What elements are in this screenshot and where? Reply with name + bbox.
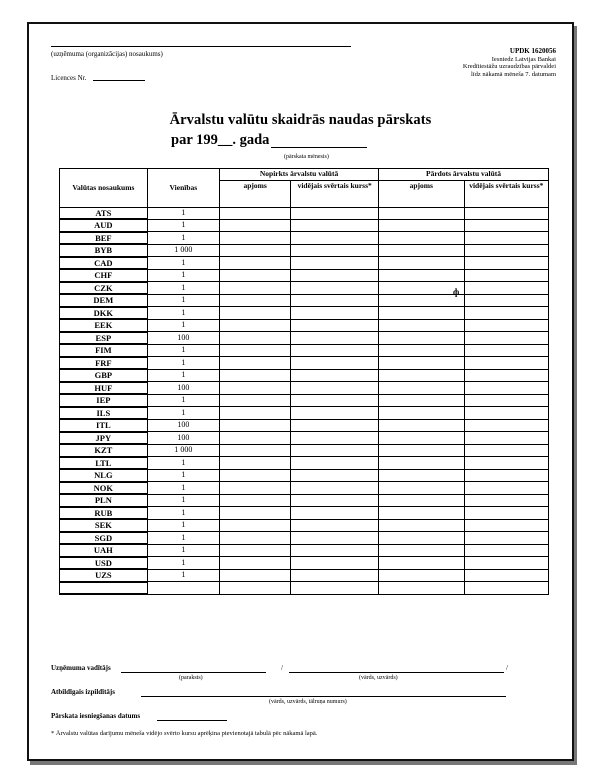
table-row [60,444,549,457]
currency-code: UAH [60,544,148,557]
sold-rate-cell[interactable] [464,232,548,245]
bought-rate-cell[interactable] [291,419,379,432]
sold-amount-cell[interactable] [379,294,465,307]
table-row [60,219,549,232]
currency-code: GBP [60,369,148,382]
sold-rate-cell[interactable] [464,394,548,407]
report-period-line[interactable] [271,147,367,148]
currency-code: ESP [60,332,148,345]
table-row [60,394,549,407]
sold-amount-cell[interactable] [379,319,465,332]
bought-amount-cell[interactable] [220,282,291,295]
table-row [60,469,549,482]
submission-line-1: Iesniedz Latvijas Bankai [491,55,556,63]
currency-code: BYB [60,244,148,257]
table-row [60,569,549,582]
table-row [60,207,549,219]
sold-amount-cell[interactable] [379,257,465,270]
bought-amount-cell[interactable] [220,294,291,307]
bought-amount-cell[interactable] [220,557,291,570]
bought-amount-cell[interactable] [220,494,291,507]
currency-code: ILS [60,407,148,420]
organization-name-line[interactable] [51,46,351,47]
bought-rate-cell[interactable] [291,357,379,370]
bought-amount-cell[interactable] [220,232,291,245]
bought-rate-cell[interactable] [291,569,379,582]
currency-code: CZK [60,282,148,295]
sold-rate-cell[interactable] [464,357,548,370]
bought-rate-cell[interactable] [291,519,379,532]
currency-units: 1 [147,232,219,245]
currency-units: 1 [147,569,219,582]
table-row [60,369,549,382]
sold-amount-cell[interactable] [379,444,465,457]
header-currency: Valūtas nosaukums [60,169,148,208]
currency-code [60,582,148,595]
sold-rate-cell[interactable] [464,419,548,432]
currency-table [59,168,549,595]
table-row [60,544,549,557]
sold-rate-cell[interactable] [464,507,548,520]
sold-rate-cell[interactable] [464,582,548,595]
bought-rate-cell[interactable] [291,394,379,407]
sold-amount-cell[interactable] [379,332,465,345]
currency-units: 1 [147,357,219,370]
sold-rate-cell[interactable] [464,557,548,570]
slash-right: / [506,664,508,672]
bought-amount-cell[interactable] [220,544,291,557]
header-sold-rate: vidējais svērtais kurss* [464,180,548,207]
table-row [60,269,549,282]
sold-rate-cell[interactable] [464,307,548,320]
sold-amount-cell[interactable] [379,269,465,282]
sold-rate-cell[interactable] [464,294,548,307]
table-row [60,419,549,432]
sold-rate-cell[interactable] [464,407,548,420]
table-row [60,232,549,245]
bought-amount-cell[interactable] [220,369,291,382]
currency-code: CAD [60,257,148,270]
table-row [60,307,549,320]
sold-rate-cell[interactable] [464,432,548,445]
bought-amount-cell[interactable] [220,457,291,470]
bought-rate-cell[interactable] [291,369,379,382]
table-row [60,294,549,307]
sold-amount-cell[interactable] [379,357,465,370]
sold-amount-cell[interactable] [379,507,465,520]
currency-code: NOK [60,482,148,495]
responsible-label: Atbildīgais izpildītājs [51,688,115,696]
sold-amount-cell[interactable] [379,494,465,507]
bought-rate-cell[interactable] [291,382,379,395]
sold-rate-cell[interactable] [464,457,548,470]
table-row [60,319,549,332]
currency-units: 1 [147,207,219,219]
header-units: Vienības [147,169,219,208]
bought-rate-cell[interactable] [291,232,379,245]
bought-amount-cell[interactable] [220,507,291,520]
currency-units: 1 [147,257,219,270]
bought-amount-cell[interactable] [220,244,291,257]
currency-code: FRF [60,357,148,370]
currency-units: 1 [147,482,219,495]
currency-units: 1 [147,344,219,357]
bought-amount-cell[interactable] [220,269,291,282]
currency-units: 100 [147,382,219,395]
sold-amount-cell[interactable] [379,569,465,582]
bought-amount-cell[interactable] [220,307,291,320]
bought-rate-cell[interactable] [291,544,379,557]
table-row [60,507,549,520]
header-bought-rate: vidējais svērtais kurss* [291,180,379,207]
currency-units: 1 [147,294,219,307]
sold-amount-cell[interactable] [379,519,465,532]
currency-units [147,582,219,595]
currency-units: 100 [147,419,219,432]
currency-units: 1 [147,307,219,320]
sold-amount-cell[interactable] [379,419,465,432]
sold-amount-cell[interactable] [379,407,465,420]
currency-units: 1 [147,319,219,332]
report-period-caption: (pārskata mēnesis) [284,154,329,160]
sold-amount-cell[interactable] [379,457,465,470]
currency-code: NLG [60,469,148,482]
bought-rate-cell[interactable] [291,332,379,345]
sold-rate-cell[interactable] [464,532,548,545]
currency-units: 1 [147,519,219,532]
bought-amount-cell[interactable] [220,394,291,407]
bought-rate-cell[interactable] [291,582,379,595]
bought-amount-cell[interactable] [220,257,291,270]
bought-amount-cell[interactable] [220,582,291,595]
currency-code: CHF [60,269,148,282]
sold-amount-cell[interactable] [379,482,465,495]
slash-left: / [281,664,283,672]
currency-code: BEF [60,232,148,245]
sold-amount-cell[interactable] [379,344,465,357]
bought-rate-cell[interactable] [291,432,379,445]
sold-amount-cell[interactable] [379,244,465,257]
sold-rate-cell[interactable] [464,369,548,382]
bought-amount-cell[interactable] [220,344,291,357]
submission-line-2: Kredītiestāžu uzraudzības pārvaldei [462,63,556,70]
currency-units: 1 [147,557,219,570]
sold-rate-cell[interactable] [464,469,548,482]
bought-rate-cell[interactable] [291,532,379,545]
table-row [60,357,549,370]
head-signature-caption: (paraksts) [179,675,203,681]
table-row [60,282,549,295]
sold-amount-cell[interactable] [379,307,465,320]
sold-amount-cell[interactable] [379,432,465,445]
currency-units: 1 [147,544,219,557]
currency-units: 1 000 [147,444,219,457]
bought-rate-cell[interactable] [291,282,379,295]
sold-rate-cell[interactable] [464,257,548,270]
sold-rate-cell[interactable] [464,482,548,495]
currency-code: DKK [60,307,148,320]
currency-units: 1 [147,282,219,295]
sold-amount-cell[interactable] [379,219,465,232]
sold-amount-cell[interactable] [379,469,465,482]
currency-units: 100 [147,432,219,445]
bought-amount-cell[interactable] [220,332,291,345]
currency-units: 1 [147,532,219,545]
table-row [60,407,549,420]
currency-code: UZS [60,569,148,582]
sold-rate-cell[interactable] [464,544,548,557]
bought-amount-cell[interactable] [220,319,291,332]
currency-units: 1 [147,469,219,482]
sold-amount-cell[interactable] [379,532,465,545]
table-row [60,344,549,357]
currency-units: 1 [147,507,219,520]
sold-rate-cell[interactable] [464,569,548,582]
currency-code: SGD [60,532,148,545]
currency-units: 1 [147,457,219,470]
currency-code: RUB [60,507,148,520]
sold-rate-cell[interactable] [464,207,548,219]
bought-rate-cell[interactable] [291,207,379,219]
bought-amount-cell[interactable] [220,419,291,432]
header-sold-amount: apjoms [379,180,465,207]
currency-code: ITL [60,419,148,432]
currency-code: USD [60,557,148,570]
currency-code: EEK [60,319,148,332]
sold-rate-cell[interactable] [464,282,548,295]
license-number-line[interactable] [93,80,145,81]
currency-units: 1 [147,269,219,282]
bought-rate-cell[interactable] [291,257,379,270]
stray-mark: ф [453,287,460,297]
sold-amount-cell[interactable] [379,382,465,395]
sold-amount-cell[interactable] [379,369,465,382]
bought-rate-cell[interactable] [291,557,379,570]
sold-rate-cell[interactable] [464,494,548,507]
bought-rate-cell[interactable] [291,482,379,495]
bought-rate-cell[interactable] [291,307,379,320]
responsible-line[interactable] [141,696,506,697]
form-sheet [27,22,574,761]
sold-amount-cell[interactable] [379,282,465,295]
bought-amount-cell[interactable] [220,357,291,370]
table-row [60,257,549,270]
bought-amount-cell[interactable] [220,469,291,482]
bought-rate-cell[interactable] [291,457,379,470]
header-sold: Pārdots ārvalstu valūtā [379,169,549,181]
bought-amount-cell[interactable] [220,532,291,545]
head-signature-line[interactable] [121,672,266,673]
table-row [60,244,549,257]
currency-code: KZT [60,444,148,457]
bought-amount-cell[interactable] [220,482,291,495]
header-bought: Nopirkts ārvalstu valūtā [220,169,379,181]
sold-rate-cell[interactable] [464,319,548,332]
report-period-label: par 199__. gada [171,132,270,148]
table-row [60,482,549,495]
bought-rate-cell[interactable] [291,294,379,307]
currency-code: DEM [60,294,148,307]
sold-rate-cell[interactable] [464,519,548,532]
bought-rate-cell[interactable] [291,244,379,257]
bought-rate-cell[interactable] [291,469,379,482]
footnote: * Ārvalstu valūtas darījumu mēneša vidējo svērto kursu aprēķina pievienotajā tabulā pēc nākamā lapā. [51,730,318,737]
currency-code: IEP [60,394,148,407]
bought-amount-cell[interactable] [220,569,291,582]
sold-rate-cell[interactable] [464,444,548,457]
date-label: Pārskata iesniegšanas datums [51,712,141,720]
header-bought-amount: apjoms [220,180,291,207]
currency-code: FIM [60,344,148,357]
table-row [60,457,549,470]
bought-rate-cell[interactable] [291,444,379,457]
date-line[interactable] [157,720,227,721]
currency-code: SEK [60,519,148,532]
submission-info [463,48,556,78]
bought-amount-cell[interactable] [220,219,291,232]
currency-code: JPY [60,432,148,445]
table-row [60,494,549,507]
responsible-caption: (vārds, uzvārds, tālruņa numurs) [269,699,347,705]
bought-rate-cell[interactable] [291,407,379,420]
bought-rate-cell[interactable] [291,319,379,332]
sold-amount-cell[interactable] [379,582,465,595]
currency-units: 1 000 [147,244,219,257]
currency-code: LTL [60,457,148,470]
currency-units: 1 [147,394,219,407]
table-row [60,382,549,395]
head-label: Uzņēmuma vadītājs [51,664,111,672]
table-row [60,519,549,532]
form-code: UPDK 1620056 [509,47,556,55]
bought-amount-cell[interactable] [220,407,291,420]
table-row [60,582,549,595]
bought-amount-cell[interactable] [220,444,291,457]
currency-units: 100 [147,332,219,345]
sold-amount-cell[interactable] [379,232,465,245]
bought-rate-cell[interactable] [291,494,379,507]
bought-rate-cell[interactable] [291,507,379,520]
sold-amount-cell[interactable] [379,207,465,219]
organization-caption: (uzņēmuma (organizācijas) nosaukums) [51,50,163,58]
head-name-line[interactable] [289,672,504,673]
sold-rate-cell[interactable] [464,344,548,357]
submission-line-3: līdz nākamā mēneša 7. datumam [470,70,556,78]
head-name-caption: (vārds, uzvārds) [359,675,398,681]
sold-amount-cell[interactable] [379,394,465,407]
report-title: Ārvalstu valūtu skaidrās naudas pārskats [169,112,432,128]
currency-units: 1 [147,494,219,507]
table-row [60,432,549,445]
bought-amount-cell[interactable] [220,432,291,445]
sold-rate-cell[interactable] [464,382,548,395]
bought-rate-cell[interactable] [291,219,379,232]
currency-code: AUD [60,219,148,232]
sold-rate-cell[interactable] [464,219,548,232]
table-row [60,532,549,545]
sold-rate-cell[interactable] [464,332,548,345]
table-row [60,332,549,345]
sold-amount-cell[interactable] [379,544,465,557]
bought-amount-cell[interactable] [220,382,291,395]
currency-units: 1 [147,219,219,232]
sold-rate-cell[interactable] [464,269,548,282]
currency-code: HUF [60,382,148,395]
bought-amount-cell[interactable] [220,207,291,219]
table-row [60,557,549,570]
currency-units: 1 [147,407,219,420]
currency-code: ATS [60,207,148,219]
bought-rate-cell[interactable] [291,344,379,357]
bought-amount-cell[interactable] [220,519,291,532]
currency-units: 1 [147,369,219,382]
license-label: Licences Nr. [51,74,87,82]
sold-rate-cell[interactable] [464,244,548,257]
bought-rate-cell[interactable] [291,269,379,282]
sold-amount-cell[interactable] [379,557,465,570]
currency-code: PLN [60,494,148,507]
